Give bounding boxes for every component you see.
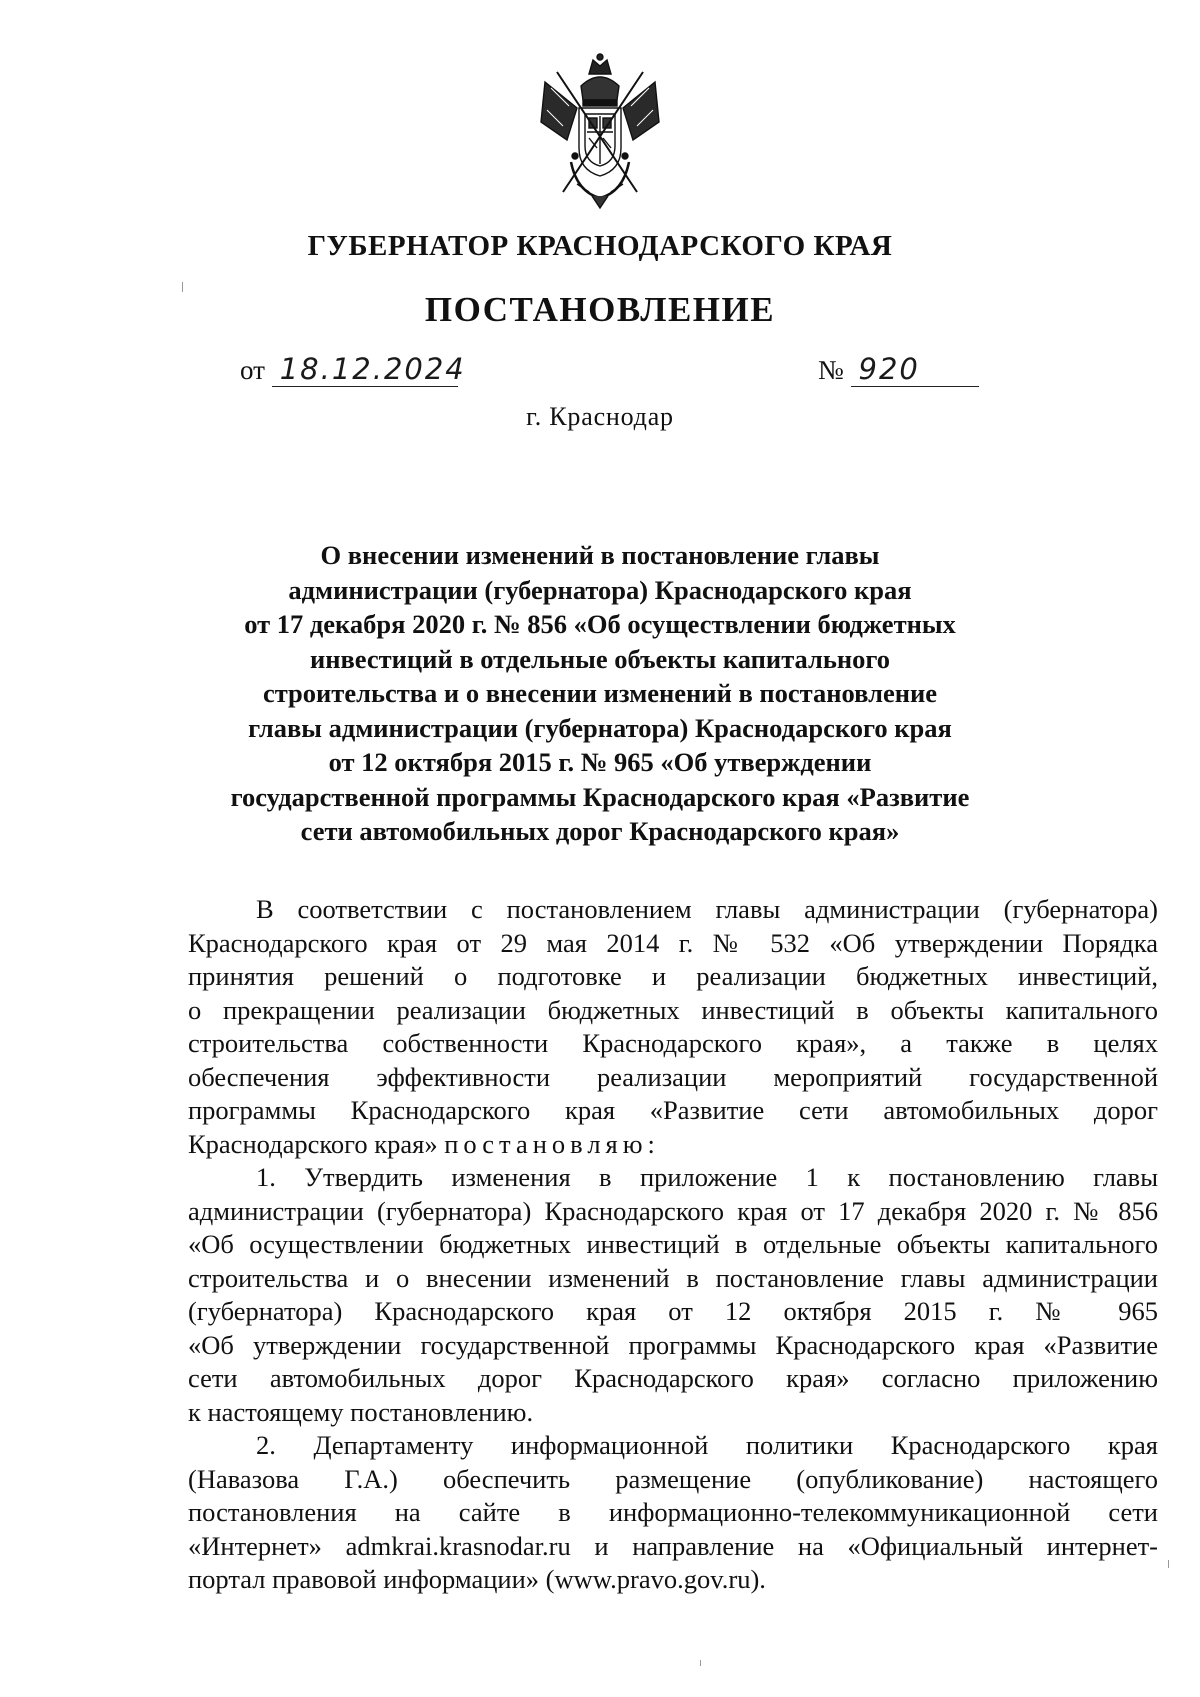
- body-line: принятия решений о подготовке и реализации бюджетных инвестиций,: [188, 961, 1158, 991]
- body-line: «Интернет» admkrai.krasnodar.ru и направление на «Официальный интернет-: [188, 1530, 1158, 1561]
- body-line: (губернатора) Краснодарского края от 12 октября 2015 г. № 965: [188, 1296, 1158, 1326]
- document-body: [188, 893, 1158, 1597]
- title-line: инвестиций в отдельные объекты капитального: [309, 643, 891, 674]
- body-line: к настоящему постановлению.: [188, 1396, 534, 1427]
- title-line: от 17 декабря 2020 г. № 856 «Об осуществлении бюджетных: [244, 609, 956, 639]
- body-line: портал правовой информации» (www.pravo.gov.ru).: [188, 1564, 766, 1594]
- title-line: строительства и о внесении изменений в постановление: [262, 678, 938, 708]
- body-line: постановления на сайте в информационно-телекоммуникационной сети: [188, 1497, 1158, 1527]
- body-line: Краснодарского края от 29 мая 2014 г. № 532 «Об утверждении Порядка: [188, 927, 1158, 958]
- title-line: государственной программы Краснодарского края «Развитие: [230, 781, 970, 812]
- resolution-keyword: постановляю:: [444, 1128, 660, 1159]
- body-line: 2. Департаменту информационной политики Краснодарского края: [256, 1430, 1158, 1460]
- title-line: главы администрации (губернатора) Краснодарского края: [248, 712, 952, 743]
- body-line: строительства собственности Краснодарского края», а также в целях: [188, 1028, 1158, 1058]
- item-2-paragraph: [188, 1429, 1158, 1597]
- body-line: 1. Утвердить изменения в приложение 1 к постановлению главы: [256, 1162, 1158, 1192]
- issuing-authority: ГУБЕРНАТОР КРАСНОДАРСКОГО КРАЯ: [307, 230, 893, 262]
- document-title: [150, 538, 1050, 849]
- body-line: обеспечения эффективности реализации мероприятий государственной: [188, 1061, 1158, 1092]
- scan-mark: [182, 282, 183, 292]
- document-type: ПОСТАНОВЛЕНИЕ: [424, 290, 776, 329]
- preamble-last-text: Краснодарского края»: [188, 1128, 438, 1159]
- body-line: сети автомобильных дорог Краснодарского края» согласно приложению: [188, 1363, 1158, 1393]
- scan-mark: [700, 1660, 701, 1666]
- body-line: В соответствии с постановлением главы администрации (губернатора): [256, 894, 1158, 924]
- body-line: «Об осуществлении бюджетных инвестиций в отдельные объекты капитального: [188, 1229, 1158, 1259]
- title-line: сети автомобильных дорог Краснодарского края»: [300, 816, 900, 846]
- date-value: 18.12.2024: [272, 352, 458, 387]
- title-line: О внесении изменений в постановление главы: [320, 540, 880, 570]
- preamble-paragraph: [188, 893, 1158, 1161]
- body-line: программы Краснодарского края «Развитие сети автомобильных дорог: [188, 1095, 1158, 1125]
- number-value: 920: [851, 352, 979, 387]
- body-line: о прекращении реализации бюджетных инвестиций в объекты капитального: [188, 994, 1158, 1025]
- body-line: администрации (губернатора) Краснодарского края от 17 декабря 2020 г. № 856: [188, 1195, 1158, 1226]
- body-line: (Навазова Г.А.) обеспечить размещение (опубликование) настоящего: [188, 1463, 1158, 1494]
- date-prefix: от: [240, 355, 265, 385]
- body-line: строительства и о внесении изменений в постановление главы администрации: [188, 1262, 1158, 1293]
- body-line: [188, 1128, 1158, 1162]
- document-number: [818, 352, 979, 387]
- scan-mark: [1168, 1560, 1169, 1568]
- body-line: «Об утверждении государственной программы Краснодарского края «Развитие: [188, 1329, 1158, 1360]
- title-line: администрации (губернатора) Краснодарского края: [288, 574, 912, 605]
- item-1-paragraph: [188, 1161, 1158, 1429]
- title-line: от 12 октября 2015 г. № 965 «Об утверждении: [328, 747, 872, 777]
- number-prefix: №: [818, 355, 844, 385]
- krasnodar-krai-coat-of-arms-icon: [537, 52, 663, 212]
- document-date: [240, 352, 466, 387]
- issue-city: г. Краснодар: [526, 402, 674, 431]
